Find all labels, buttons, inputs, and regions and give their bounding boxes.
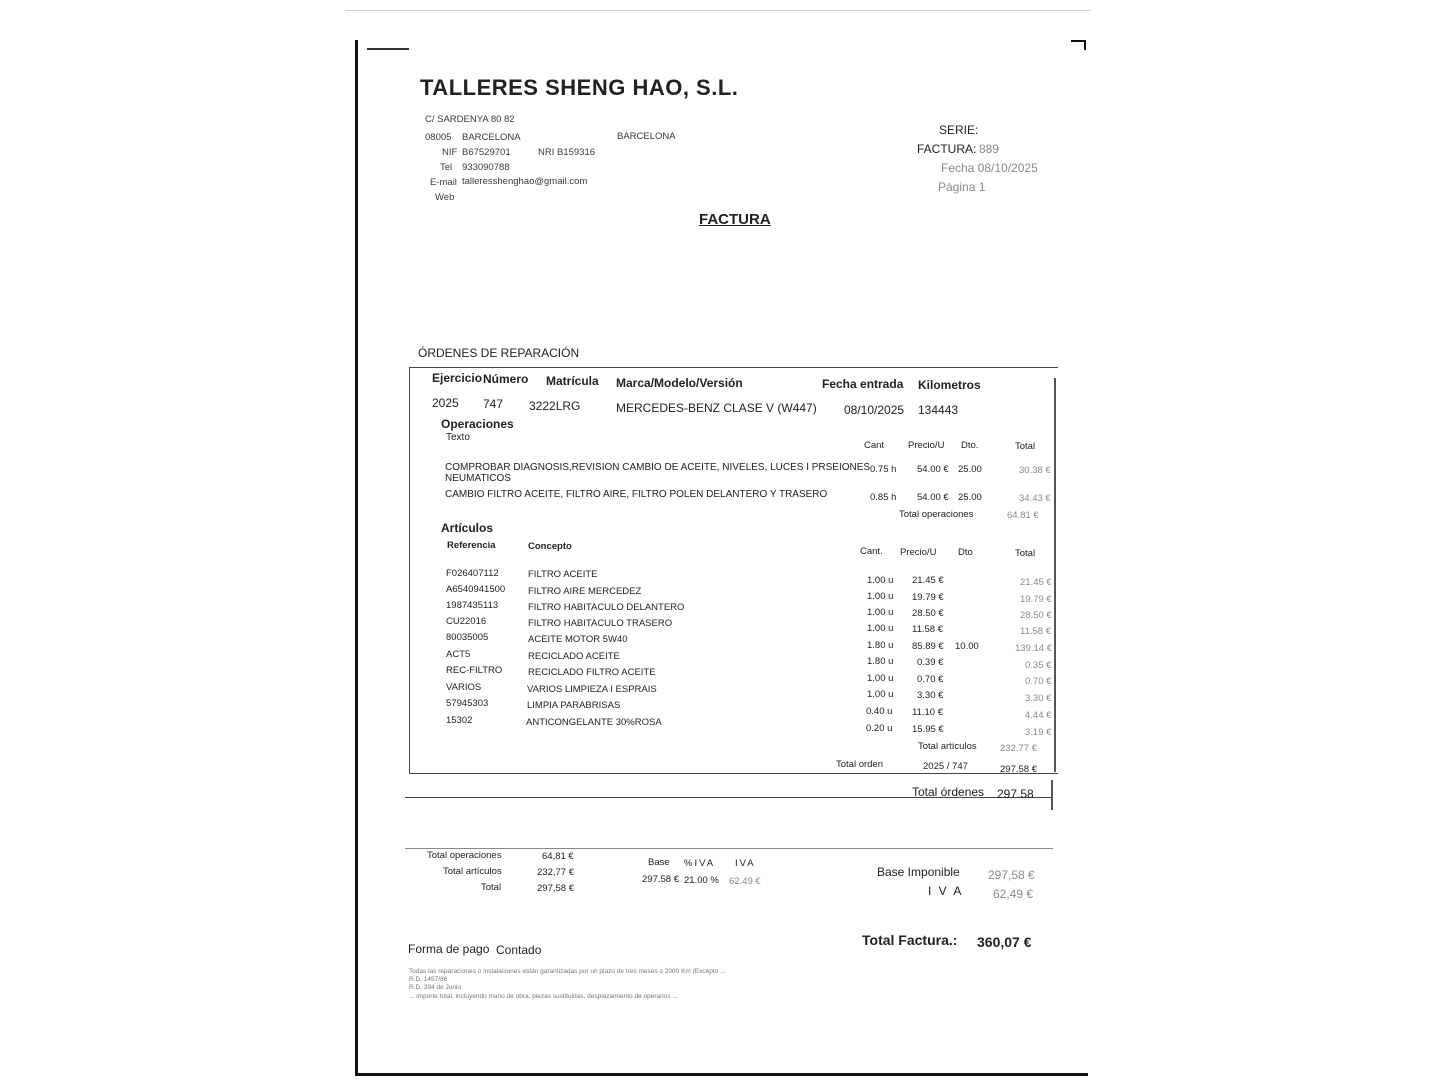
iva-value: 62,49 € [993,887,1034,901]
article-ref: REC-FILTRO [446,665,503,676]
article-cant: 0.20 u [866,723,893,734]
summary-total-label: Total [481,882,502,893]
article-concepto: FILTRO ACEITE [528,569,598,580]
order-total-ref: 2025 / 747 [923,761,968,772]
header-kilometros: Kilometros [918,378,981,392]
operations-col-texto: Texto [446,432,470,443]
payment-label: Forma de pago [408,942,490,956]
corner-mark [1071,40,1086,50]
article-ref: 1987435113 [446,600,499,611]
fine-print-line: ... importe total, incluyendo mano de obra, piezas sustituidas, desplazamiento de operarios ... [409,993,678,1000]
article-total: 0.35 € [1025,660,1052,671]
web-label: Web [435,192,455,203]
tel-label: Tel [440,162,453,173]
order-km: 134443 [918,403,959,417]
grand-total-value: 360,07 € [977,934,1032,950]
summary-operations-label: Total operaciones [427,850,502,861]
operations-total-label: Total operaciones [899,509,974,520]
factura-number: 889 [979,142,1000,156]
articles-col-cant: Cant. [860,546,883,557]
operations-col-precio: Precio/U [908,440,945,451]
article-ref: F026407112 [446,568,499,579]
summary-separator [405,848,1053,849]
header-numero: Número [483,372,529,386]
article-ref: ACT5 [446,649,471,660]
article-precio: 11.58 € [912,624,943,635]
iva-label: I V A [928,884,964,898]
article-total: 11.58 € [1020,626,1051,637]
article-precio: 0.39 € [917,657,944,668]
article-cant: 1.00 u [867,623,894,634]
article-concepto: ACEITE MOTOR 5W40 [528,634,628,645]
article-cant: 1.00 u [867,673,894,684]
article-concepto: FILTRO AIRE MERCEDEZ [528,586,642,597]
corner-mark [367,48,409,50]
scan-top-edge [345,10,1091,11]
articles-total-value: 232.77 € [1000,743,1037,754]
article-ref: 57945303 [446,698,489,709]
article-concepto: VARIOS LIMPIEZA I ESPRAIS [527,684,657,695]
article-ref: A6540941500 [446,584,506,595]
operation-total: 34.43 € [1019,493,1051,504]
tel-value: 933090788 [462,162,510,173]
header-ejercicio: Ejercicio [432,371,483,385]
article-cant: 1.00 u [867,607,894,618]
tax-iva-value: 62.49 € [729,876,761,887]
grand-total-label: Total Factura.: [862,932,958,948]
header-modelo: Marca/Modelo/Versión [616,376,743,390]
fine-print-line: R.D. 1457/86 [409,976,448,983]
article-ref: CU22016 [446,616,487,627]
company-province: BARCELONA [617,131,676,142]
operation-texto-cont: NEUMATICOS [445,473,511,484]
order-numero: 747 [483,397,504,411]
article-cant: 1.80 u [867,656,894,667]
operations-col-dto: Dto. [961,440,979,451]
nif-label: NIF [442,147,458,158]
operation-dto: 25.00 [958,492,982,503]
article-ref: 80035005 [446,632,489,643]
box-right-edge [1051,780,1053,810]
article-precio: 21.45 € [912,575,944,586]
operation-texto: COMPROBAR DIAGNOSIS,REVISION CAMBIO DE ACEITE, NIVELES, LUCES I PRSEIONES [445,462,871,473]
operation-texto: CAMBIO FILTRO ACEITE, FILTRO AIRE, FILTRO POLEN DELANTERO Y TRASERO [445,489,828,500]
tax-pct-value: 21.00 % [684,875,719,886]
section-title: ÓRDENES DE REPARACIÓN [418,346,580,360]
article-dto: 10.00 [955,641,979,652]
company-postal: 08005 [425,132,452,143]
fine-print-line: R.D. 394 de Junio [409,984,462,991]
article-precio: 11.10 € [912,707,943,718]
base-imponible-label: Base Imponible [877,865,960,879]
tax-base-header: Base [648,857,670,868]
article-total: 21.45 € [1020,577,1052,588]
email-value: talleresshenghao@gmail.com [462,176,588,187]
invoice-date: Fecha 08/10/2025 [941,161,1038,175]
articles-title: Artículos [441,521,494,535]
operations-title: Operaciones [441,417,514,431]
fine-print-line: Todas las reparaciones o instalaciones están garantizadas por un plazo de tres meses o 2000 Km (Excepto ... [409,968,726,975]
article-concepto: RECICLADO ACEITE [528,651,620,662]
articles-total-label: Total artículos [918,741,977,752]
operations-total-value: 64.81 € [1007,510,1039,521]
order-modelo: MERCEDES-BENZ CLASE V (W447) [616,401,817,415]
document-title: FACTURA [699,211,771,228]
nri-value: NRI B159316 [538,147,596,158]
order-fecha: 08/10/2025 [844,403,905,417]
article-cant: 1.00 u [867,689,894,700]
articles-col-total: Total [1015,548,1036,559]
order-total-label: Total orden [836,759,884,770]
article-concepto: FILTRO HABITACULO DELANTERO [528,602,685,613]
operation-precio: 54.00 € [917,464,949,475]
article-concepto: ANTICONGELANTE 30%ROSA [526,717,662,728]
orders-total-value: 297.58 [997,787,1034,801]
articles-col-dto: Dto [958,547,973,558]
summary-articles-value: 232,77 € [537,867,574,878]
order-ejercicio: 2025 [432,396,459,410]
order-total-value: 297.58 € [1000,764,1037,775]
company-city: BARCELONA [462,132,521,143]
summary-articles-label: Total artículos [443,866,502,877]
article-total: 3.30 € [1025,693,1052,704]
operation-total: 30.38 € [1019,465,1051,476]
nif-value: B67529701 [462,147,511,158]
factura-label: FACTURA: [917,142,977,156]
article-concepto: FILTRO HABITACULO TRASERO [528,618,673,629]
payment-value: Contado [496,943,542,957]
operation-cant: 0.85 h [870,492,897,503]
article-precio: 28.50 € [912,608,944,619]
article-precio: 15.95 € [912,724,944,735]
article-precio: 3.30 € [917,690,944,701]
article-precio: 85.89 € [912,641,944,652]
tax-base-value: 297.58 € [642,874,679,885]
serie-label: SERIE: [939,123,979,137]
summary-operations-value: 64,81 € [542,851,574,862]
article-concepto: RECICLADO FILTRO ACEITE [528,667,656,678]
article-ref: VARIOS [446,682,482,693]
articles-col-ref: Referencia [447,540,496,551]
operation-precio: 54.00 € [917,492,949,503]
operations-col-cant: Cant [864,440,885,451]
summary-total-value: 297,58 € [537,883,574,894]
email-label: E-mail [430,177,457,188]
order-matricula: 3222LRG [529,399,581,413]
article-cant: 1.00 u [867,591,894,602]
company-name: TALLERES SHENG HAO, S.L. [420,75,739,100]
article-total: 28.50 € [1020,610,1052,621]
article-cant: 1.80 u [867,640,894,651]
article-total: 139.14 € [1015,643,1052,654]
operation-dto: 25.00 [958,464,982,475]
articles-col-precio: Precio/U [900,547,937,558]
operation-cant: 0.75 h [870,464,897,475]
operations-col-total: Total [1015,441,1036,452]
article-concepto: LIMPIA PARABRISAS [527,700,621,711]
header-fecha-entrada: Fecha entrada [822,377,904,391]
article-cant: 0.40 u [866,706,893,717]
article-total: 3.19 € [1025,727,1052,738]
article-cant: 1.00 u [867,575,894,586]
base-imponible-value: 297,58 € [988,868,1035,882]
tax-iva-header: IVA [735,858,756,869]
article-total: 4.44 € [1025,710,1052,721]
box-right-edge [1054,378,1056,772]
article-precio: 0.70 € [917,674,944,685]
page-number: Página 1 [938,180,986,194]
company-address: C/ SARDENYA 80 82 [425,114,515,125]
tax-pct-header: %IVA [684,858,716,869]
article-precio: 19.79 € [912,592,944,603]
articles-col-concepto: Concepto [528,541,572,552]
header-matricula: Matrícula [546,374,599,388]
article-ref: 15302 [446,715,473,726]
orders-total-label: Total órdenes [912,785,985,799]
article-total: 19.79 € [1020,594,1052,605]
article-total: 0.70 € [1025,676,1052,687]
